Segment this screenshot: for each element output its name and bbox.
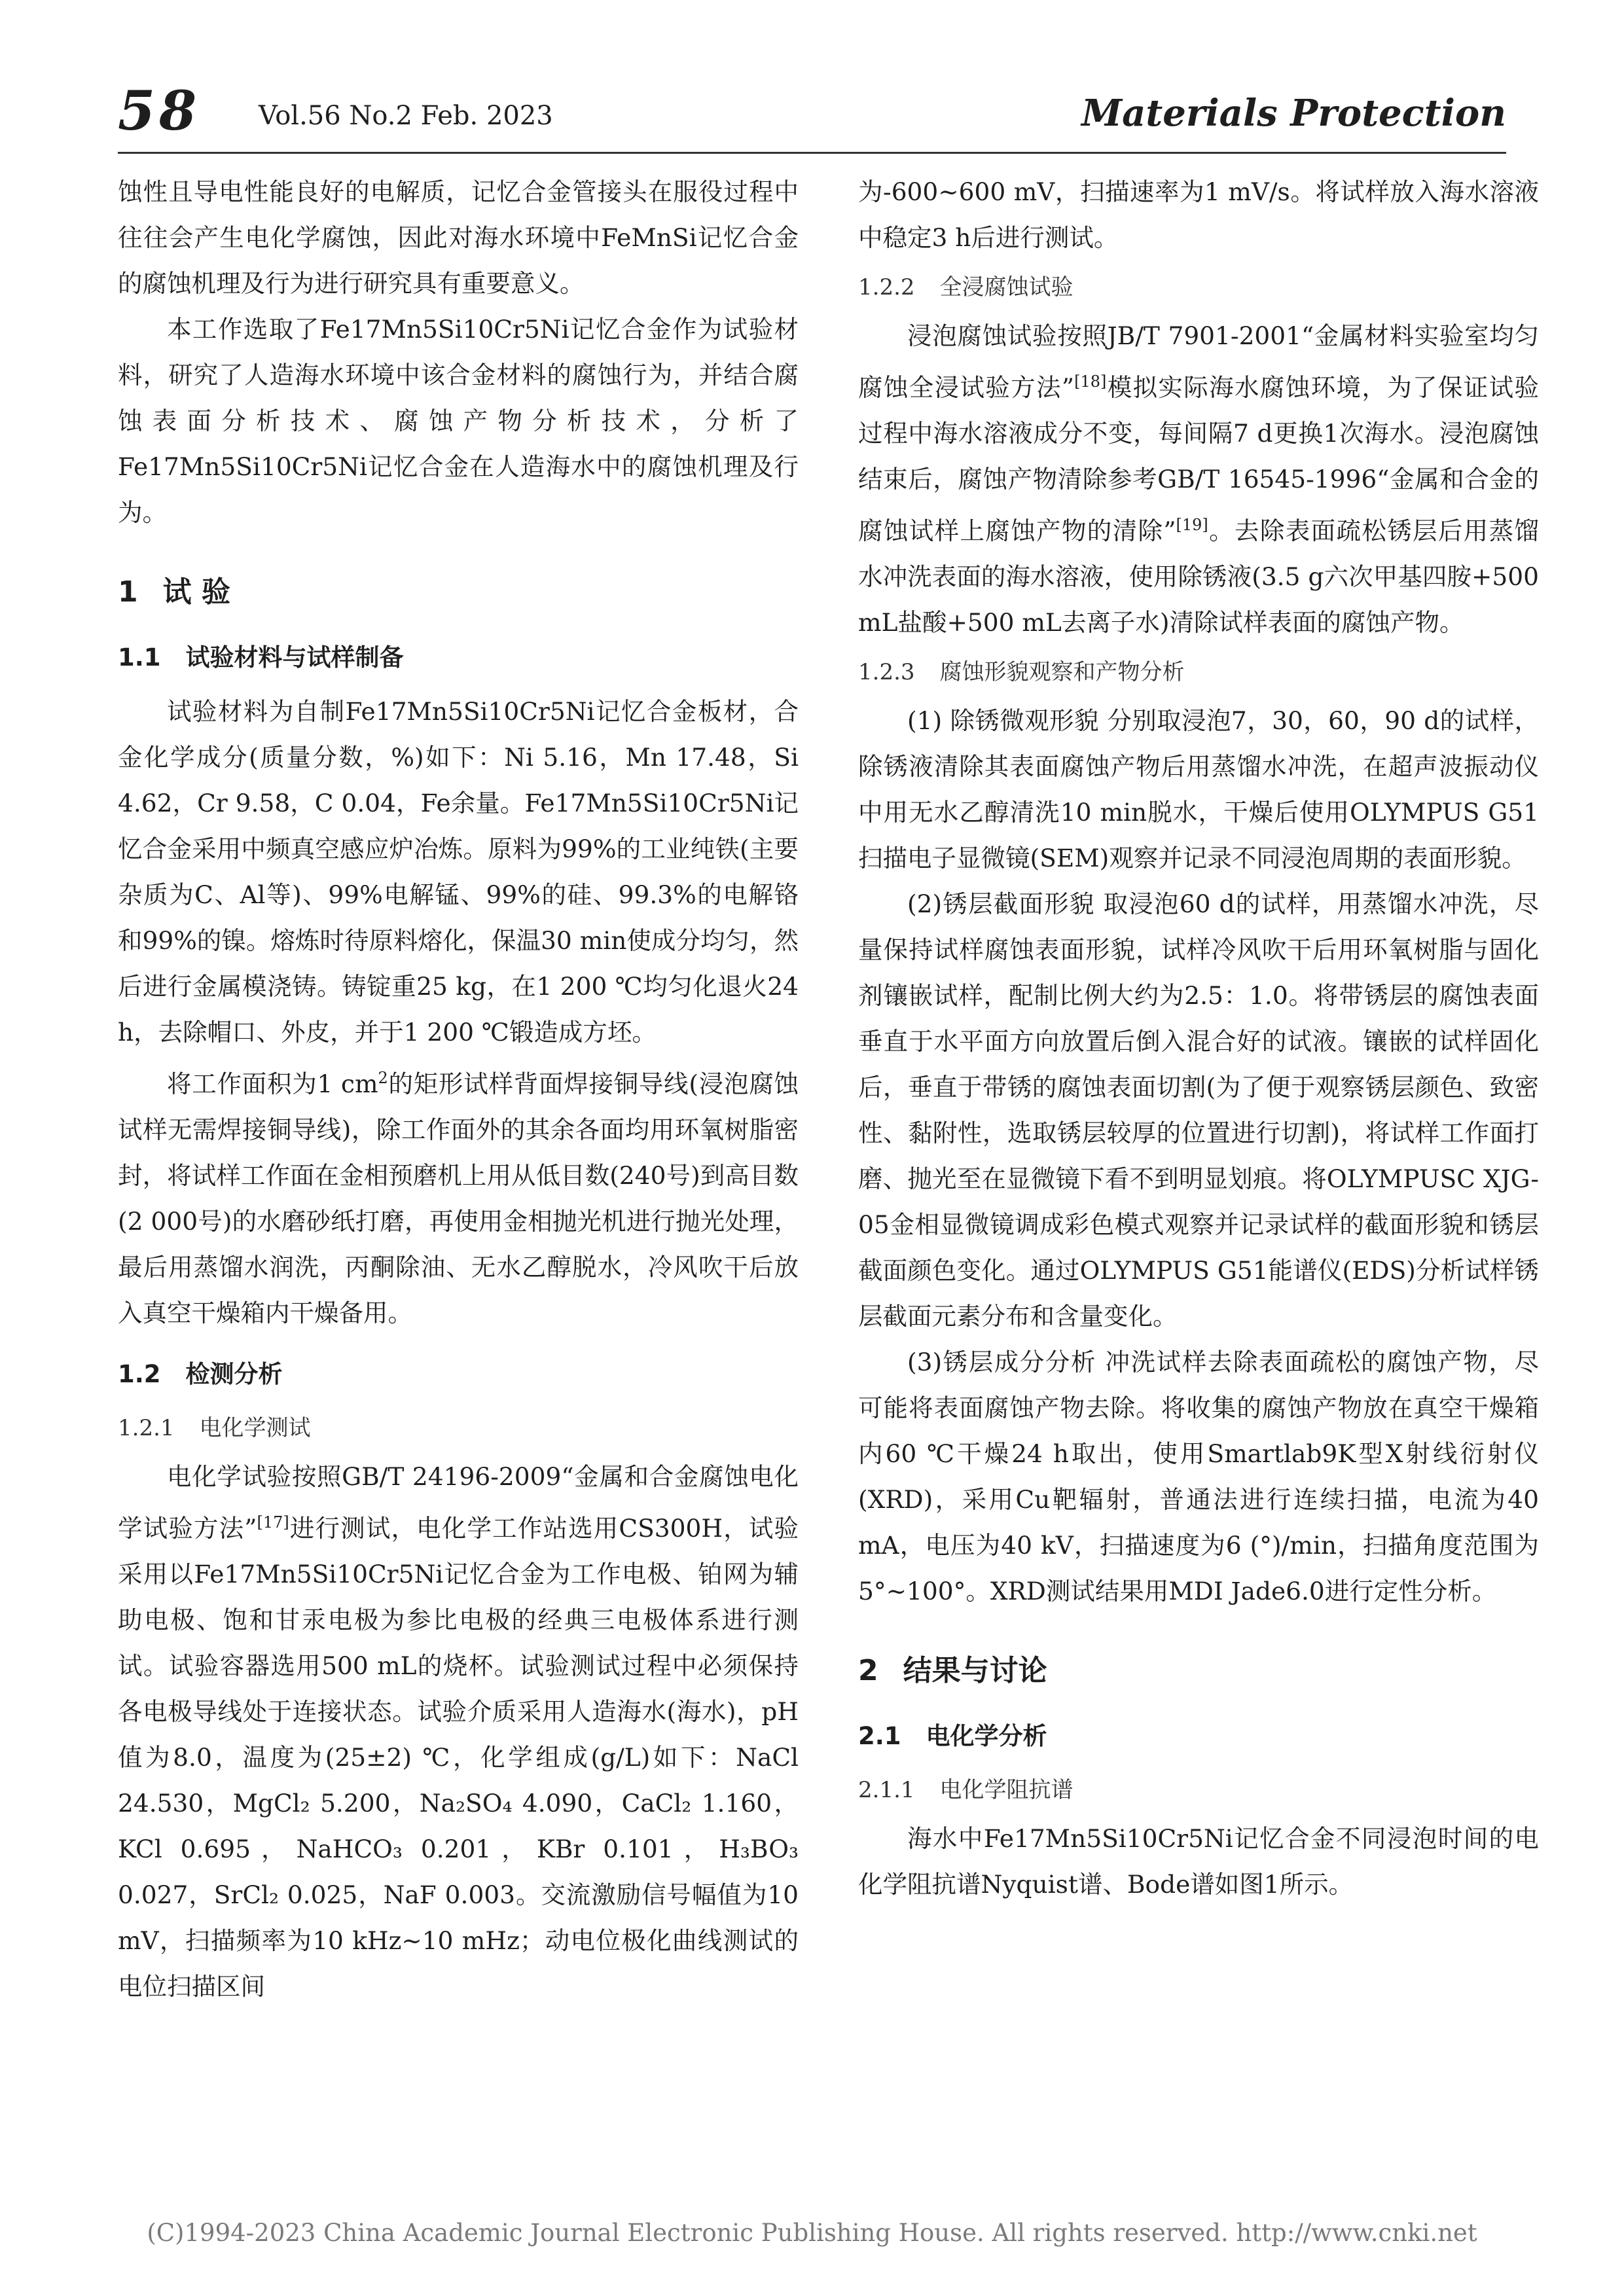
section-number: 2.1: [858, 1722, 901, 1750]
citation-ref: [17]: [257, 1513, 289, 1532]
section-title: 电化学阻抗谱: [939, 1777, 1074, 1803]
section-1-2-3-heading: [858, 649, 1539, 695]
specimen-paragraph: 将工作面积为1 $cm^2$的矩形试样背面焊接铜导线(浸泡腐蚀试样无需焊接铜导线)，除工作面外的其余各面均用环氧树脂密封，将试样工作面在金相预磨机上用从低目数(240号)到高目数(2 000号)的水磨砂纸打磨，再使用金相抛光机进行抛光处理，最后用蒸馏水润洗，丙酮除油、无水乙醇脱水，冷风吹干后放入真空干燥箱内干燥备用。: [118, 1069, 799, 1327]
section-1-2-heading: [118, 1352, 799, 1397]
section-title: 结果与讨论: [903, 1654, 1047, 1687]
citation-ref: [18]: [1074, 372, 1107, 391]
xrd-paragraph: (3)锈层成分分析 冲洗试样去除表面疏松的腐蚀产物，尽可能将表面腐蚀产物去除。将收集的腐蚀产物放在真空干燥箱内60 ℃干燥24 h取出，使用Smartlab9K型X射线衍射仪(XRD)，采用Cu靶辐射，普通法进行连续扫描，电流为40 mA，电压为40 kV，扫描速度为6 (°)/min，扫描角度范围为5°~100°。XRD测试结果用MDI Jade6.0进行定性分析。: [858, 1348, 1539, 1605]
section-1-heading: [118, 569, 799, 615]
section-number: 1.2.3: [858, 659, 915, 685]
section-1-2-1-heading: [118, 1405, 799, 1451]
electrochemical-continued: 为-600~600 mV，扫描速率为1 mV/s。将试样放入海水溶液中稳定3 h后进行测试。: [858, 177, 1539, 252]
section-number: 1: [118, 575, 138, 609]
volume-info: Vol.56 No.2 Feb. 2023: [259, 101, 553, 131]
section-2-1-1-heading: [858, 1767, 1539, 1813]
material-paragraph: 试验材料为自制Fe17Mn5Si10Cr5Ni记忆合金板材，合金化学成分(质量分数，%)如下：Ni 5.16，Mn 17.48，Si 4.62，Cr 9.58，C 0.04，Fe余量。Fe17Mn5Si10Cr5Ni记忆合金采用中频真空感应炉冶炼。原料为99%的工业纯铁(主要杂质为C、Al等)、99%电解锰、99%的硅、99.3%的电解铬和99%的镍。熔炼时待原料熔化，保温30 min使成分均匀，然后进行金属模浇铸。铸锭重25 kg，在1 200 ℃均匀化退火24 h，去除帽口、外皮，并于1 200 ℃锻造成方坯。: [118, 697, 799, 1047]
citation-ref: [19]: [1176, 516, 1208, 534]
section-number: 1.1: [118, 643, 161, 672]
section-title: 全浸腐蚀试验: [939, 274, 1074, 300]
section-number: 2.1.1: [858, 1777, 915, 1803]
right-column: [858, 169, 1539, 1907]
section-2-1-heading: [858, 1713, 1539, 1759]
section-title: 腐蚀形貌观察和产物分析: [939, 659, 1185, 685]
journal-name: Materials Protection: [1081, 92, 1506, 135]
intro-continued: 蚀性且导电性能良好的电解质，记忆合金管接头在服役过程中往往会产生电化学腐蚀，因此对海水环境中FeMnSi记忆合金的腐蚀机理及行为进行研究具有重要意义。: [118, 177, 799, 298]
section-title: 电化学测试: [199, 1415, 311, 1441]
page-header: [118, 80, 1506, 143]
morphology-paragraph: (1) 除锈微观形貌 分别取浸泡7，30，60，90 d的试样，除锈液清除其表面腐蚀产物后用蒸馏水冲洗，在超声波振动仪中用无水乙醇清洗10 min脱水，干燥后使用OLYMPUS G51扫描电子显微镜(SEM)观察并记录不同浸泡周期的表面形貌。: [858, 706, 1539, 872]
intro-paragraph: 本工作选取了Fe17Mn5Si10Cr5Ni记忆合金作为试验材料，研究了人造海水环境中该合金材料的腐蚀行为，并结合腐蚀表面分析技术、腐蚀产物分析技术，分析了Fe17Mn5Si10Cr5Ni记忆合金在人造海水中的腐蚀机理及行为。: [118, 315, 799, 527]
electrochemical-paragraph: 电化学试验按照GB/T 24196-2009“金属和合金腐蚀电化学试验方法”[17]进行测试，电化学工作站选用CS300H，试验采用以Fe17Mn5Si10Cr5Ni记忆合金为工作电极、铂网为辅助电极、饱和甘汞电极为参比电极的经典三电极体系进行测试。试验容器选用500 mL的烧杯。试验测试过程中必须保持各电极导线处于连接状态。试验介质采用人造海水(海水)，pH值为8.0，温度为(25±2) ℃，化学组成(g/L)如下：NaCl 24.530，MgCl₂ 5.200，Na₂SO₄ 4.090，CaCl₂ 1.160，KCl 0.695，NaHCO₃ 0.201，KBr 0.101，H₃BO₃ 0.027，SrCl₂ 0.025，NaF 0.003。交流激励信号幅值为10 mV，扫描频率为10 kHz~10 mHz；动电位极化曲线测试的电位扫描区间: [118, 1462, 799, 2001]
section-number: 1.2: [118, 1360, 161, 1388]
section-number: 2: [858, 1654, 878, 1687]
copyright-footer: (C)1994-2023 China Academic Journal Electronic Publishing House. All rights reserved. http://www.cnki.net: [147, 2219, 1477, 2247]
section-1-2-2-heading: [858, 264, 1539, 310]
immersion-paragraph: 浸泡腐蚀试验按照JB/T 7901-2001“金属材料实验室均匀腐蚀全浸试验方法”[18]模拟实际海水腐蚀环境，为了保证试验过程中海水溶液成分不变，每间隔7 d更换1次海水。浸泡腐蚀结束后，腐蚀产物清除参考GB/T 16545-1996“金属和合金的腐蚀试样上腐蚀产物的清除”[19]。去除表面疏松锈层后用蒸馏水冲洗表面的海水溶液，使用除锈液(3.5 g六次甲基四胺+500 mL盐酸+500 mL去离子水)清除试样表面的腐蚀产物。: [858, 321, 1540, 637]
section-number: 1.2.1: [118, 1415, 175, 1441]
section-2-heading: [858, 1648, 1539, 1694]
left-column: [118, 169, 799, 2009]
cross-section-paragraph: (2)锈层截面形貌 取浸泡60 d的试样，用蒸馏水冲洗，尽量保持试样腐蚀表面形貌，试样冷风吹干后用环氧树脂与固化剂镶嵌试样，配制比例大约为2.5：1.0。将带锈层的腐蚀表面垂直于水平面方向放置后倒入混合好的试液。镶嵌的试样固化后，垂直于带锈的腐蚀表面切割(为了便于观察锈层颜色、致密性、黏附性，选取锈层较厚的位置进行切割)，将试样工作面打磨、抛光至在显微镜下看不到明显划痕。将OLYMPUSC XJG-05金相显微镜调成彩色模式观察并记录试样的截面形貌和锈层截面颜色变化。通过OLYMPUS G51能谱仪(EDS)分析试样锈层截面元素分布和含量变化。: [858, 889, 1539, 1331]
section-title: 试 验: [162, 575, 230, 609]
section-title: 电化学分析: [926, 1722, 1047, 1750]
section-title: 检测分析: [185, 1360, 283, 1388]
section-1-1-heading: [118, 635, 799, 681]
header-rule: [118, 152, 1506, 154]
page-number: 58: [118, 80, 201, 143]
eis-paragraph: 海水中Fe17Mn5Si10Cr5Ni记忆合金不同浸泡时间的电化学阻抗谱Nyquist谱、Bode谱如图1所示。: [858, 1824, 1539, 1899]
section-number: 1.2.2: [858, 274, 915, 300]
section-title: 试验材料与试样制备: [185, 643, 404, 672]
